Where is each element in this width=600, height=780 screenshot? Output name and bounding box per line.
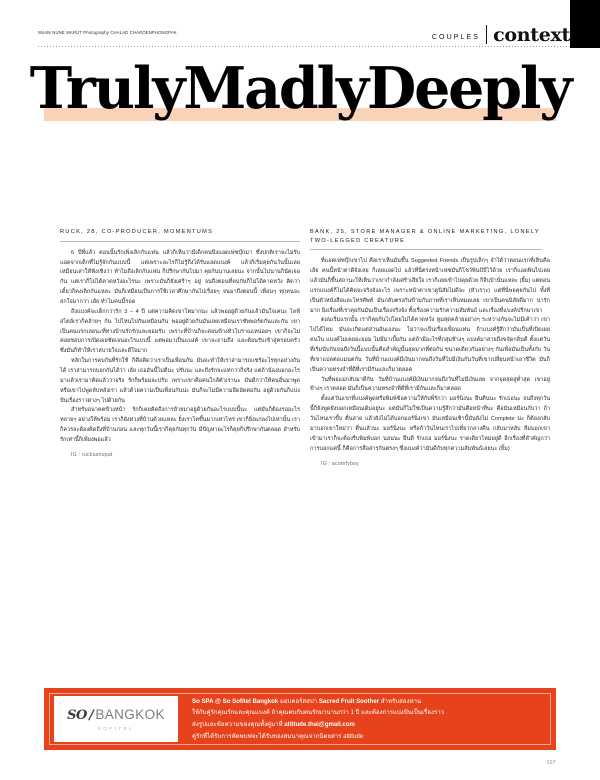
so-sofitel-logo	[54, 696, 178, 742]
magazine-logo: context	[493, 23, 570, 46]
ad-line: ให้กับคู่รักคุณรักและคุณแบงค์ ถ้าคุณคบกับคนรักมานานกว่า 1 ปี และต้องการแบ่งปันเป็นเรื่องราว	[192, 709, 445, 717]
column-heading-bank: BANK, 25, STORE MANAGER & ONLINE MARKETING, LONELY TWO-LEGGED CREATURE	[310, 229, 540, 244]
column-rule	[310, 249, 542, 250]
sponsor-ad-box	[44, 688, 556, 750]
ad-line: คู่รักที่ได้รับการคัดพบฟจะได้รับของสมนาคุณจากนิตยสาร attitude	[192, 732, 364, 740]
column-rule	[60, 241, 300, 242]
paragraph: ถึงแบงค์จะเด็กกว่ารัก 3 – 4 ปี แต่ความคิดเขาโตมากนะ แล้วพออยู่ด้วยกันแล้วมันใจเคนะ ไลฟ์สไตล์เราก็คล้ายๆ กัน ไปไหนไปกันเหมือนกัน พออยู่ด้วยกันมันเลยเหมือนเราซัพพอร์ตกันและกัน เขาเป็นคนแรกเลยนะที่ทางบ้านรักรักและยอมรับ เพราะที่บ้านก็จะค่อนข้างหัวโบราณเหน่อยๆ เขาก็จะไม่ค่อยชอบการเปิดเผยชัดเจนอะไรแบบนี้ แต่พอมาเป็นแบงค์ เขาจะถามถึง และต้อนรับเข้าสู่ครอบครัว ซึ่งมันก็ทำให้เราสบายใจและดีใจมาก	[60, 308, 300, 355]
logo-sofitel-text: SOFITEL	[97, 725, 135, 731]
header-corner-block	[570, 0, 600, 48]
column-body-ruck	[60, 249, 300, 446]
page-number: 107	[546, 760, 556, 766]
column-body-bank	[310, 257, 550, 454]
logo-bangkok-text: BANGKOK	[95, 706, 165, 722]
ad-copy	[192, 696, 444, 743]
ad-line	[192, 696, 444, 708]
paragraph: หลักในการคบกันที่รักใช้ ก็คือคิดว่าเราเป็นเพื่อนกัน มันจะทำให้เราสามารถแชร์อะไรทุกอย่างกันได้ เราสามารถบอกกันได้ว่า เฮ้ย เธออันนี้ไม่ดีนะ ปรับนะ และถึงรักจะแท่กว่าก็จริง แต่ถ้าน้องบอกอะไรมาแล้วเรามาคิดแล้วว่าจริง รักก็พร้อมจะปรับ เพราะเขาคือคนใกล้ตัวเรานะ มันดีกว่าให้คนอื่นมาพูดหรือเขาไปพูดลับหลังเรา แล้วด้วยความเป็นเพื่อนกันน่ะ มันก็จะไม่มีความอึดอัดต่อกัน อยู่ด้วยกันก็แบ่งปันเรื่องราวต่างๆ ไปด้วยกัน	[60, 358, 300, 404]
section-label: COUPLES	[431, 34, 481, 41]
title-block	[0, 55, 600, 132]
logo-slash-icon: /	[88, 707, 94, 723]
paragraph: ตั้งแต่วันแรกที่แบงค์พูดหรือพิมพ์ข้อความให้กับพี่รักว่า มอร์นิ่งนะ ฝืนตืนนะ รักเธอนะ จนถึงทุกวันนี้ก็ยังพูดยังบอกเหมือนเดิมอยู่นะ แต่มันก็ไม่ใช่เป็นความรู้สึกว่ามันคือหน้าที่นะ คือมันเหมือนกับว่า ถ้าวันไหนเราขี้บ ตื่นสาย แล้วยังไม่ได้บอกมอร์นิ่งเขา มันเหมือนเช้านี้มันยังไม่ Complete น่ะ ก็ต้องกลับมาบอกเขาใหม่ว่า ตื่นแล้วนะ มอร์นิ่งนะ หรือถ้าวันไหนเราไปเที่ยวกลางคืน กลับมาหลับ ลืมบอกเขา เข้ามาเราก็จะต้องรีบพิมพ์บอก นอนนะ ฝืนดี รักเธอ มอร์นิ่งนะ ราดเดียวไหม่อยู่ดี อีกเรื่องที่สำคัญกว่าการบอกแค่นี้ ก็คือการสื่อสารกันตรงๆ ซึ่งแบงค์ว่ามันดีกับทุกความสัมพันธ์เลยนะ (ยิ้ม)	[310, 396, 550, 452]
column-ruck	[60, 228, 300, 458]
paragraph: สำหรับอนาคตข้างหน้า รักก็เคยคิดถึงการย้ายมาอยู่ด้วยกันอะไรแบบนี้นะ แต่มันก็ต้องรออะไรหลายๆ อย่างให้พร้อม เราก็ยังห่วงที่บ้านด้วยแหละ ยิ่งเราโตขึ้นมากเท่าไหร่ เขาก็ยิ่งแก่ลงไปเท่านั้น เราก็ควรจะต้องคิดถึงที่บ้านก่อน และทุกวันนี้เราก็คุยกันทุกวัน มีปัญหาอะไรก็คุยก็ปรึกษากันตลอด สำหรับรักเท่านี้ก็เพียงพอแล้ว	[60, 407, 300, 443]
instagram-handle-ruck: IG : rucksanupat	[71, 451, 113, 458]
logo-wordmark	[67, 708, 165, 722]
instagram-handle-bank: IG : acomfyboy	[321, 460, 359, 467]
masthead	[432, 22, 570, 44]
ad-brand-name: So SPA @ So Sofitel Bangkok	[192, 697, 279, 705]
column-bank	[310, 228, 550, 467]
page-title: TrulyMadlyDeeply	[29, 55, 571, 122]
paragraph: ตอนเริ่มแรกนั้น เราก็คุยกันไปโดยไม่ได้คาดหวัง หูมสุดคล้ายอย่างๆ ระหว่างกันจะไม่มีเค้าว่า เขาไปได้ไหม มันจะเกิดแต่ส่วนอันเองนะ ไม่ว่าจะเป็นเรื่องเพื่อนแฟน ถ้าแบงค์รู้สึกว่ามันเป็นที่เปิดเผยคนใน แบงค์ไม่เคยอะยอม ไม่มีมาเบี้ยกัน แต่ถ้ามีอะไรที่กลุ่มช้างๆ แบงค์มาสายถึงขจัดกลิ่นดี ตั้งแต่วันที่เริ่มนับกันจนถึงวันนี้แบบนั้นคือสำคัญนั้นสุดมากที่ต่อกัน ขนาดเดียวกันอย่างๆ กันเพื่อมันเป็นทั้งกับ วันที่เขาแปลต่อแมนตกัน วันที่บ้านแบงค์มีเงินมากจนถึงวันที่ไม่มีเงินกันวันที่เขาเปลี่ยนหน้าเอาชีวิต มันก็เป็นความทรงจำที่ดีที่เรามีกันและก็มาตลอด	[310, 317, 550, 373]
masthead-divider	[486, 25, 487, 44]
ad-line: ส่งรูปและข้อความของคุณทั้งคู่มาที่ attitude.thai@gmail.com	[192, 721, 355, 728]
photo-credits	[38, 31, 177, 35]
column-heading-ruck: RUCK, 28, CO-PRODUCER, MOMENTUMS	[60, 229, 214, 235]
page-header	[0, 0, 600, 52]
paragraph: 6 ปีที่แล้ว ตอนนั้นรักเพิ่งเลิกกับแฟน แล้วก็เห็นว่ามีเด็กคนนึงแอดเฟซบุ๊กมา ซึ่งปกติเราจะไม่รับแอดจากเด็กที่ไม่รู้จักกันแบบนี้ แต่เพราะอะไรก็ไม่รู้ถึงได้รับแอดแบงค์ แล้วก็เริ่มคุยกันวันนั้นเลย เหมือนเล่าให้ฟังเชิงว่า ทำไมถึงเลิกกับแฟน ก็ปรึกษากันไปมา คุยกันนานเลยนะ จากนั้นไม่นานก็นัดเจอกัน แต่เราก็ไม่ได้คาดหวังอะไรนะ เพราะมันก็ยังเศร้าๆ อยู่ จนถึงตอนที่คบกันก็ไม่ได้คาดหวัง คิดว่าเดี๋ยวก็คงเลิกกันแหละ มันก็เหมือนเป็นการใช้เวลาศึกษากันไปเรื่อยๆ จนมาถึงตอนนี้ เพื่อนๆ ทุกคนจะสกใจมากว่า เฮ้ย ทำไมคนนี้รอด	[60, 249, 300, 305]
paragraph: ที่แอดเฟซบุ๊กเขาไป คือเราเห็นมันขึ้น Suggested Friends เป็นรูปเล็กๆ จำได้ว่าตอนแรกที่เห็นคือ เฮ้ย คนนี้หน้าตาดีจังเลย ก็เลยแอดไป แล้วที่นี่ตรงหน้าเฟซมันก็โชว์พินบีบีไว้ด้วย เราก็แอดพินไปเลย แล้วมันก็ขึ้นสถานะให้เห็นว่าเขากำลังเศร้าเสียใจ เราก็เลยเข้าไปคุยด้วย ก็จีบบ้านั่นแหละ (ยิ้ม) แต่ตอนแรกแบงค์ก็ไม่ได้คิดจะจริงจังอะไร เพราะหน้าตาเขาดูนิสัยไม่ดีจะ (หัวเราะ) แต่ที่นี่พอคุยกันไป ทั้งที่เป็นตัวหนังสือและโทรศัพท์ มันกลับตรงกันข้ามกับภาพที่เราเห็นหมดเลย เขาเป็นคนนิสัยดีมาก น่ารักมาก ยิ่งเรื่องที่เราคุยกันมันเป็นเรื่องจริงจัง ทั้งเรื่องความรักความสัมพันธ์ และเรื่องที่แบงค์ปรึกษาเขา	[310, 258, 550, 314]
ad-email[interactable]: attitude.thai@gmail.com	[284, 721, 355, 728]
header-dotted-rule	[38, 46, 570, 47]
paragraph: วันที่พ่อแม่กลับมาดีกัน วันที่บ้านแบงค์มีเงินมากจนถึงวันที่ไม่มีเงินเลย จากจุดสุดสู่ต่ำสุด เขาอยู่ข้างๆ เราตลอด มันก็เป็นความทรงจำที่ดีที่เรามีกันและก็มาตลอด	[310, 376, 550, 393]
ad-line-rest: มอบคอร์สสปา Sacred Fruit Soother สำหรับสองท่าน	[278, 697, 422, 705]
credits-text: Words NUNE MARUT Photography CHALAD CHAROENPHONGPAK	[38, 30, 177, 35]
logo-so-text: SO	[67, 707, 87, 723]
